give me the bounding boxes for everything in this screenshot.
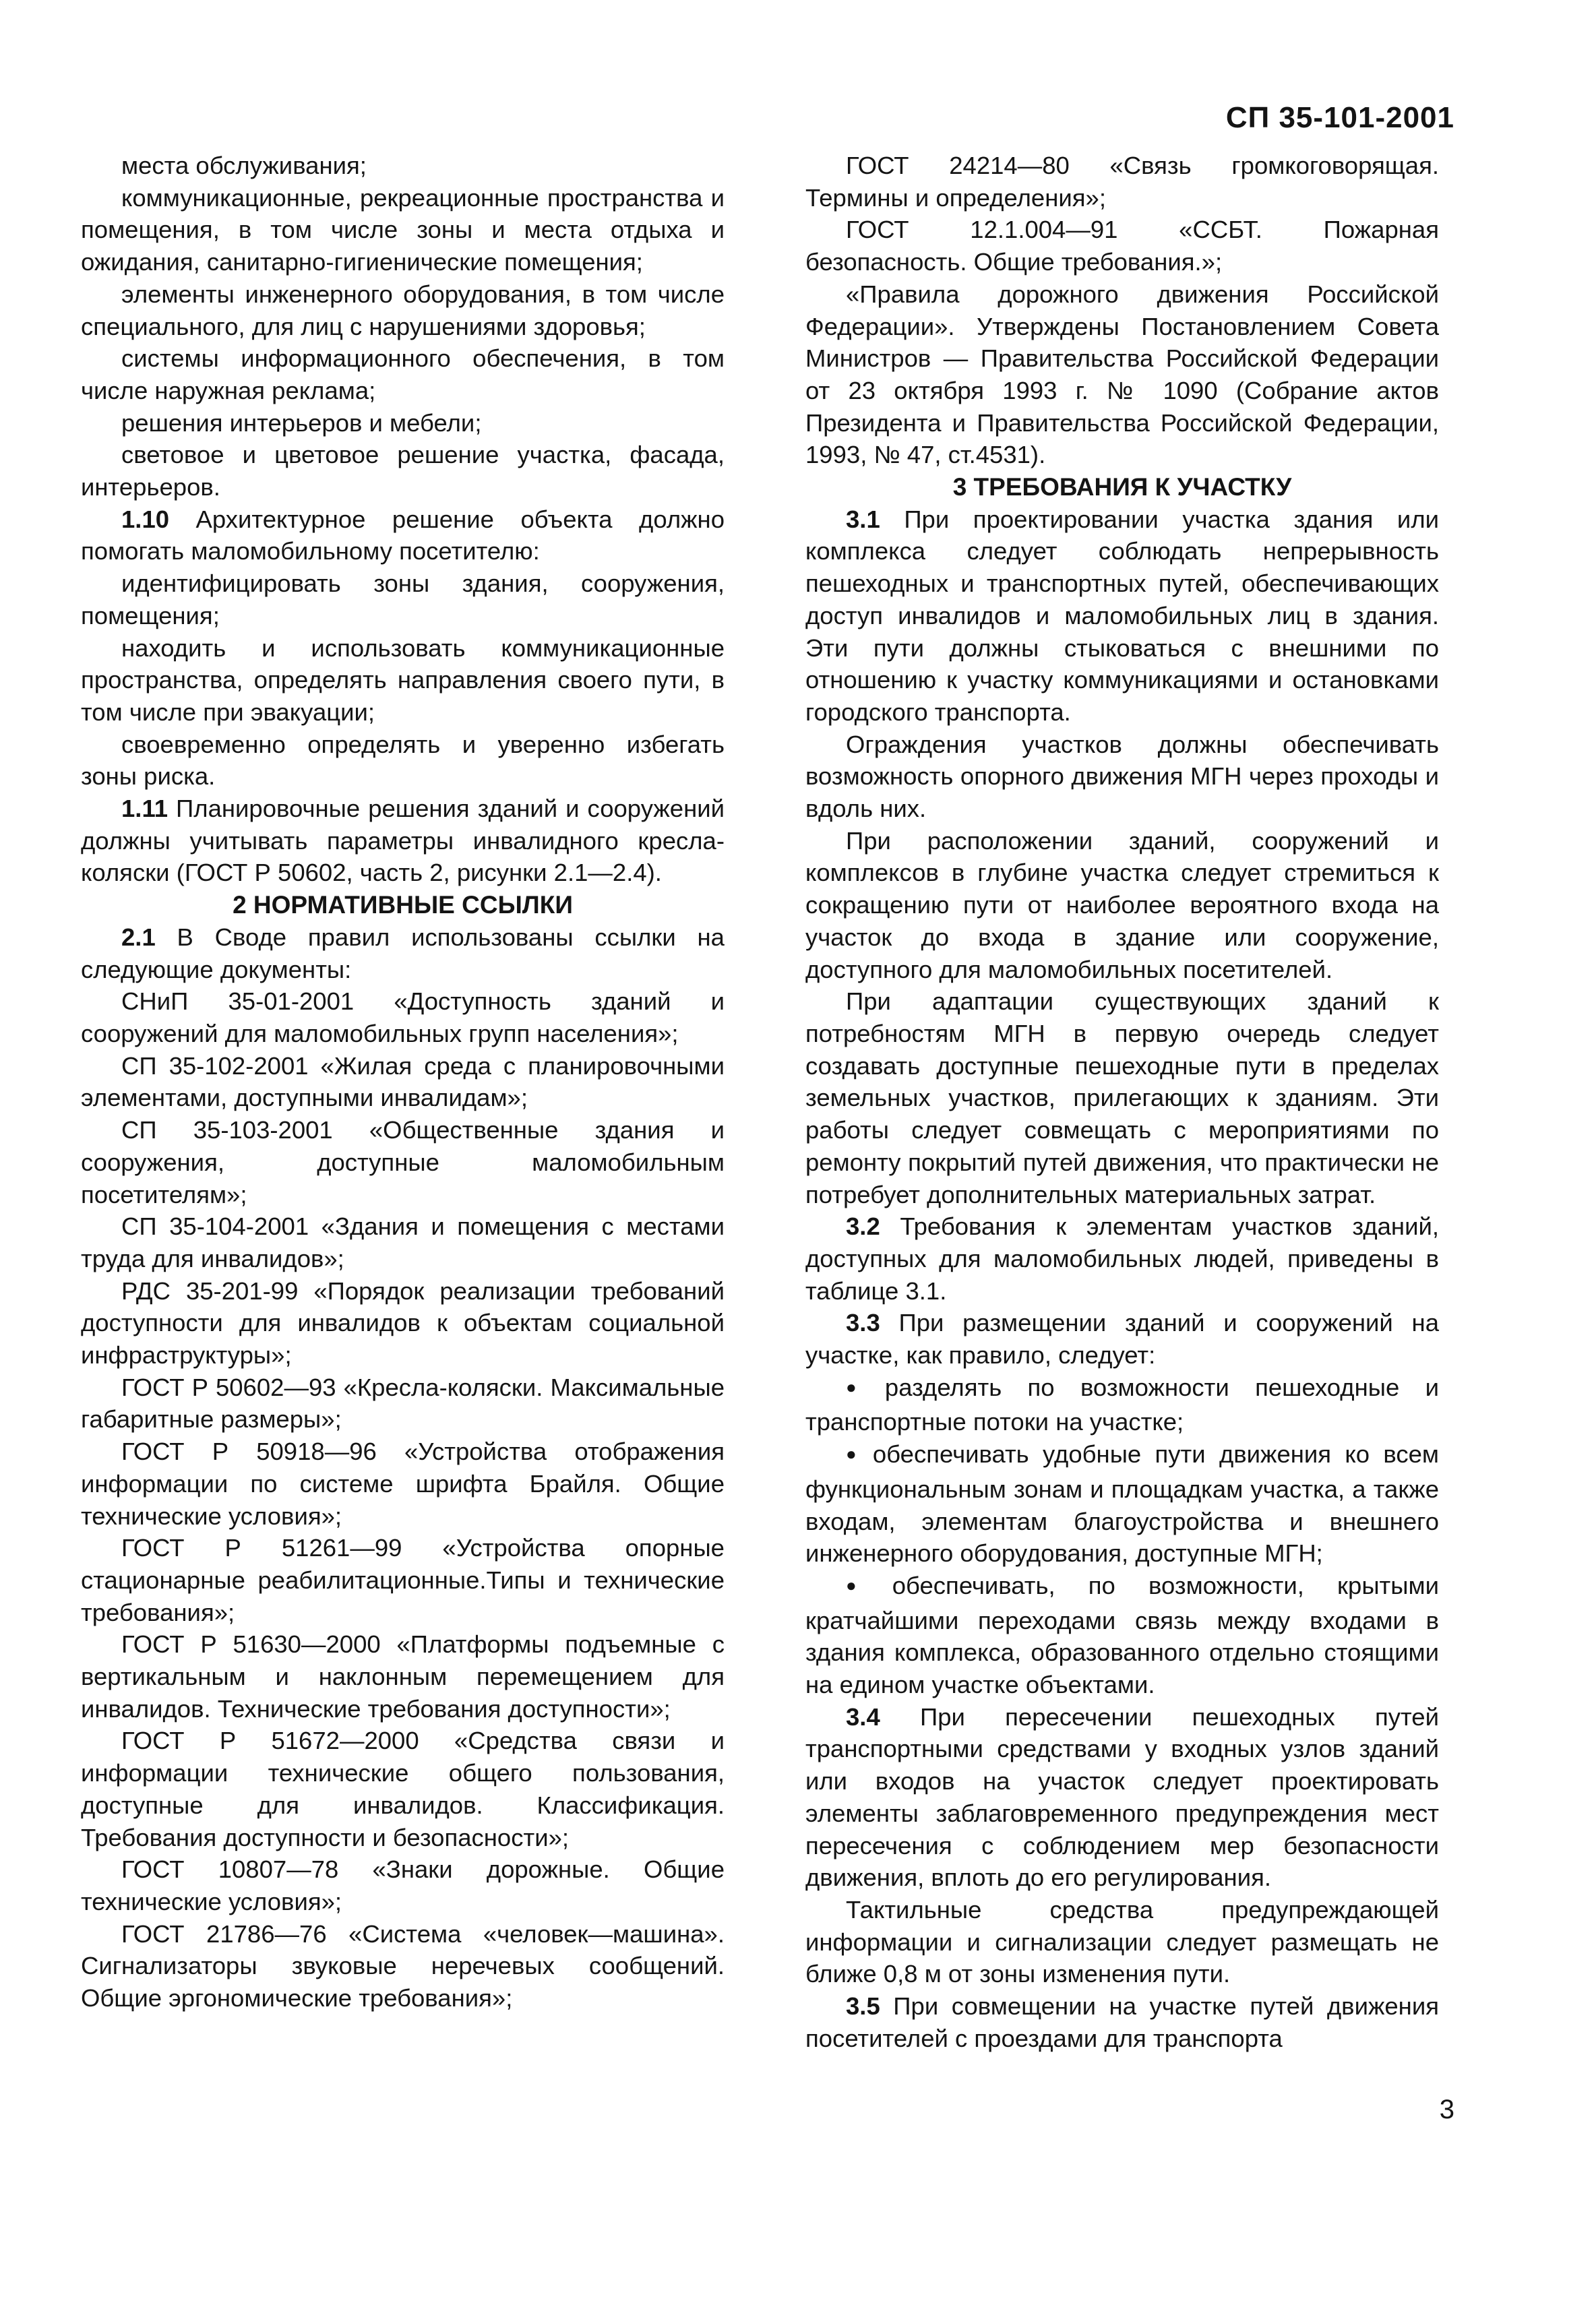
- clause-3-2: [805, 1210, 1439, 1307]
- clause-text: Архитектурное решение объекта должно помогать маломобильному посетителю:: [81, 505, 725, 565]
- reference-item: «Правила дорожного движения Российской Федерации». Утверждены Постановлением Совета Министров — Правительства Российской Федерации от 23 октября 1993 г. № 1090 (Собрание актов Президента и Правительства Российской Федерации, 1993, № 47, ст.4531).: [805, 280, 1439, 469]
- clause-number: 1.11: [121, 795, 168, 823]
- clause-number: 3.3: [846, 1309, 880, 1337]
- clause-number: 3.1: [846, 505, 880, 533]
- right-column: [805, 150, 1439, 2054]
- clause-text: При проектировании участка здания или комплекса следует соблюдать непрерывность пешеходных и транспортных путей, обеспечивающих доступ инвалидов и маломобильных лиц в здания. Эти пути должны стыковаться с внешними по отношению к участку коммуникациями и остановками городского транспорта.: [805, 505, 1439, 726]
- clause-text: В Своде правил использованы ссылки на следующие документы:: [81, 923, 725, 983]
- clause-number: 3.5: [846, 1992, 880, 2021]
- bullet-item: ● разделять по возможности пешеходные и транспортные потоки на участке;: [805, 1372, 1439, 1438]
- list-item: своевременно определять и уверенно избегать зоны риска.: [81, 730, 725, 791]
- clause-3-3: [805, 1307, 1439, 1371]
- clause-number: 1.10: [121, 505, 170, 533]
- paragraph: Тактильные средства предупреждающей информации и сигнализации следует размещать не ближе 0,8 м от зоны изменения пути.: [805, 1895, 1439, 1988]
- reference-item: ГОСТ Р 50602—93 «Кресла-коляски. Максимальные габаритные размеры»;: [81, 1373, 725, 1434]
- clause-1-10: [81, 503, 725, 567]
- reference-item: СП 35-103-2001 «Общественные здания и сооружения, доступные маломобильным посетителям»;: [81, 1116, 725, 1208]
- reference-item: ГОСТ Р 51630—2000 «Платформы подъемные с вертикальным и наклонным перемещением для инвалидов. Технические требования доступности»;: [81, 1630, 725, 1723]
- clause-3-1: [805, 503, 1439, 729]
- reference-item: СП 35-104-2001 «Здания и помещения с местами труда для инвалидов»;: [81, 1212, 725, 1272]
- list-item: световое и цветовое решение участка, фасада, интерьеров.: [81, 441, 725, 501]
- clause-number: 2.1: [121, 923, 156, 951]
- list-item: системы информационного обеспечения, в том числе наружная реклама;: [81, 344, 725, 404]
- reference-item: РДС 35-201-99 «Порядок реализации требований доступности для инвалидов к объектам социальной инфраструктуры»;: [81, 1276, 725, 1370]
- clause-3-4: [805, 1701, 1439, 1894]
- list-item: элементы инженерного оборудования, в том числе специального, для лиц с нарушениями здоровья;: [81, 280, 725, 340]
- reference-item: СНиП 35-01-2001 «Доступность зданий и сооружений для маломобильных групп населения»;: [81, 987, 725, 1047]
- bullet-item: ● обеспечивать, по возможности, крытыми кратчайшими переходами связь между входами в здания комплекса, образованного отдельно стоящими на едином участке объектами.: [805, 1570, 1439, 1701]
- list-item: места обслуживания;: [121, 152, 367, 179]
- clause-text: При совмещении на участке путей движения посетителей с проездами для транспорта: [805, 1992, 1439, 2052]
- reference-item: ГОСТ 24214—80 «Связь громкоговорящая. Термины и определения»;: [805, 152, 1439, 212]
- reference-item: ГОСТ 12.1.004—91 «ССБТ. Пожарная безопасность. Общие требования.»;: [805, 216, 1439, 276]
- reference-item: ГОСТ Р 51672—2000 «Средства связи и информации технические общего пользования, доступные для инвалидов. Классификация. Требования доступности и безопасности»;: [81, 1727, 725, 1851]
- paragraph: Ограждения участков должны обеспечивать возможность опорного движения МГН через проходы и вдоль них.: [805, 730, 1439, 823]
- reference-item: СП 35-102-2001 «Жилая среда с планировочными элементами, доступными инвалидам»;: [81, 1051, 725, 1112]
- clause-2-1: [81, 921, 725, 985]
- clause-text: Планировочные решения зданий и сооружений должны учитывать параметры инвалидного кресла-коляски (ГОСТ Р 50602, часть 2, рисунки 2.1—2.4).: [81, 795, 725, 887]
- bullet-item: ● обеспечивать удобные пути движения ко всем функциональным зонам и площадкам участка, а также входам, элементам благоустройства и внешнего инженерного оборудования, доступные МГН;: [805, 1438, 1439, 1570]
- clause-3-5: [805, 1990, 1439, 2054]
- list-item: коммуникационные, рекреационные пространства и помещения, в том числе зоны и места отдыха и ожидания, санитарно-гигиенические помещения;: [81, 183, 725, 276]
- list-item: находить и использовать коммуникационные пространства, определять направления своего пути, в том числе при эвакуации;: [81, 634, 725, 726]
- clause-number: 3.4: [846, 1702, 880, 1731]
- left-column: [81, 150, 725, 2014]
- list-item: решения интерьеров и мебели;: [121, 408, 482, 437]
- clause-number: 3.2: [846, 1212, 880, 1241]
- reference-item: ГОСТ Р 50918—96 «Устройства отображения информации по системе шрифта Брайля. Общие технические условия»;: [81, 1438, 725, 1530]
- document-code-header: СП 35-101-2001: [1225, 101, 1454, 134]
- section-2-heading: 2 НОРМАТИВНЫЕ ССЫЛКИ: [233, 891, 573, 919]
- list-item: идентифицировать зоны здания, сооружения, помещения;: [81, 570, 725, 629]
- paragraph: При расположении зданий, сооружений и комплексов в глубине участка следует стремиться к сокращению пути от наиболее вероятного входа на участок до входа в здание или сооружение, доступного для маломобильных посетителей.: [805, 826, 1439, 983]
- paragraph: При адаптации существующих зданий к потребностям МГН в первую очередь следует создавать доступные пешеходные пути в пределах земельных участков, прилегающих к зданиям. Эти работы следует совмещать с мероприятиями по ремонту покрытий путей движения, что практически не потребует дополнительных материальных затрат.: [805, 987, 1439, 1208]
- page-number: 3: [1439, 2095, 1454, 2124]
- reference-item: ГОСТ 10807—78 «Знаки дорожные. Общие технические условия»;: [81, 1855, 725, 1915]
- clause-text: При пересечении пешеходных путей транспортными средствами у входных узлов зданий или входов на участок следует проектировать элементы заблаговременного предупреждения мест пересечения с соблюдением мер безопасности движения, вплоть до его регулирования.: [805, 1702, 1439, 1892]
- reference-item: ГОСТ 21786—76 «Система «человек—машина». Сигнализаторы звуковые неречевых сообщений. Общие эргономические требования»;: [81, 1919, 725, 2012]
- clause-text: При размещении зданий и сооружений на участке, как правило, следует:: [805, 1309, 1439, 1370]
- clause-1-11: [81, 793, 725, 889]
- clause-text: Требования к элементам участков зданий, доступных для маломобильных людей, приведены в таблице 3.1.: [805, 1212, 1439, 1305]
- reference-item: ГОСТ Р 51261—99 «Устройства опорные стационарные реабилитационные.Типы и технические требования»;: [81, 1534, 725, 1626]
- section-3-heading: 3 ТРЕБОВАНИЯ К УЧАСТКУ: [952, 473, 1292, 501]
